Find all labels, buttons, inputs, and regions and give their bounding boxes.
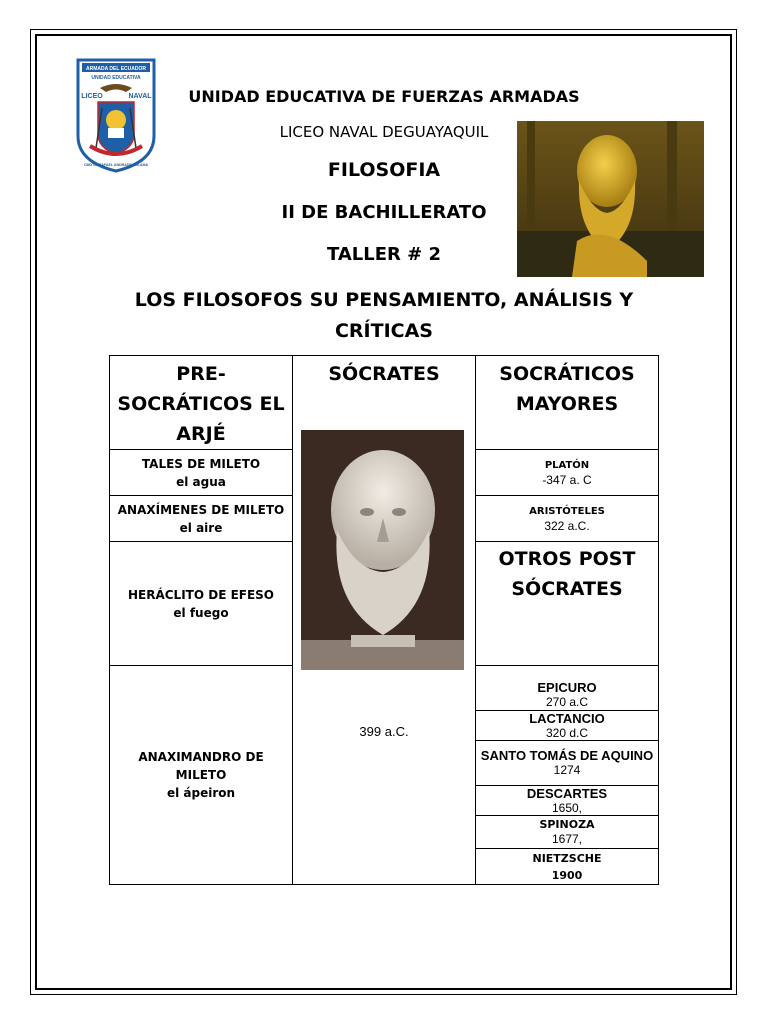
socrates-column	[293, 356, 476, 885]
philosopher-date: 320 d.C	[545, 725, 589, 740]
philosopher-date: 1677,	[551, 832, 583, 846]
presocratic-row	[110, 666, 293, 885]
header-presocraticos: PRE-SOCRÁTICOS EL ARJÉ	[110, 356, 293, 450]
philosopher-date: 270 a.C	[545, 695, 589, 709]
liceo-name: LICEO NAVAL DEGUAYAQUIL	[279, 123, 489, 141]
philosopher-date: 1900	[551, 868, 583, 882]
philosopher-name: DESCARTES	[526, 785, 608, 801]
socratic-major-row	[476, 496, 659, 542]
philosopher-date: 322 a.C.	[544, 518, 590, 533]
presocratic-row	[110, 542, 293, 666]
gold-bust-photo	[517, 121, 704, 277]
svg-text:UNIDAD EDUCATIVA: UNIDAD EDUCATIVA	[91, 75, 141, 81]
philosopher-name: NIETZSCHE	[532, 851, 602, 865]
post-socratic-row	[476, 741, 659, 786]
school-logo	[76, 58, 156, 173]
svg-text:ARMADA DEL ECUADOR: ARMADA DEL ECUADOR	[86, 66, 146, 72]
philosopher-name: ANAXÍMENES DE MILETO	[117, 502, 285, 517]
philosopher-name: SANTO TOMÁS DE AQUINO	[480, 748, 654, 763]
socrates-bust-photo	[301, 430, 464, 670]
philosopher-name: HERÁCLITO DE EFESO	[127, 587, 275, 602]
svg-text:LICEO: LICEO	[81, 93, 103, 100]
post-socratic-row	[476, 786, 659, 816]
header-otros-post-socrates: OTROS POST SÓCRATES	[476, 542, 659, 666]
philosopher-name: SPINOZA	[539, 818, 595, 831]
post-socratic-row	[476, 666, 659, 711]
philosopher-date: 1274	[553, 763, 581, 777]
arje-element: el agua	[176, 474, 226, 489]
philosopher-name: ANAXIMANDRO DE MILETO	[138, 750, 264, 782]
philosopher-name: PLATÓN	[544, 459, 590, 471]
philosopher-name: EPICURO	[537, 680, 597, 695]
arje-element: el fuego	[173, 605, 229, 620]
arje-element: el aire	[179, 520, 223, 535]
philosopher-date: 1650,	[551, 800, 583, 815]
school-name: UNIDAD EDUCATIVA DE FUERZAS ARMADAS	[188, 87, 580, 106]
philosopher-date: -347 a. C	[542, 472, 592, 487]
svg-text:NAVAL: NAVAL	[128, 93, 152, 100]
svg-text:CMDTE. RAFAEL ANDRADE LALAMA: CMDTE. RAFAEL ANDRADE LALAMA	[83, 163, 149, 167]
philosopher-name: LACTANCIO	[529, 710, 605, 726]
header-socrates: SÓCRATES	[328, 363, 440, 385]
header-socraticos-mayores: SOCRÁTICOS MAYORES	[476, 356, 659, 450]
document-title: LOS FILOSOFOS SU PENSAMIENTO, ANÁLISIS Y CRÍTICAS	[134, 289, 634, 342]
post-socratic-row	[476, 849, 659, 885]
philosopher-name: ARISTÓTELES	[529, 505, 605, 517]
grade-heading: II DE BACHILLERATO	[281, 202, 487, 223]
post-socratic-row	[476, 711, 659, 741]
workshop-heading: TALLER # 2	[326, 244, 442, 265]
presocratic-row	[110, 496, 293, 542]
philosophers-table	[109, 355, 659, 885]
socratic-major-row	[476, 450, 659, 496]
post-socratic-row	[476, 816, 659, 849]
philosopher-name: TALES DE MILETO	[141, 456, 261, 471]
subject-heading: FILOSOFIA	[327, 159, 441, 181]
arje-element: el ápeiron	[166, 786, 236, 800]
socrates-date: 399 a.C.	[359, 724, 409, 739]
presocratic-row	[110, 450, 293, 496]
